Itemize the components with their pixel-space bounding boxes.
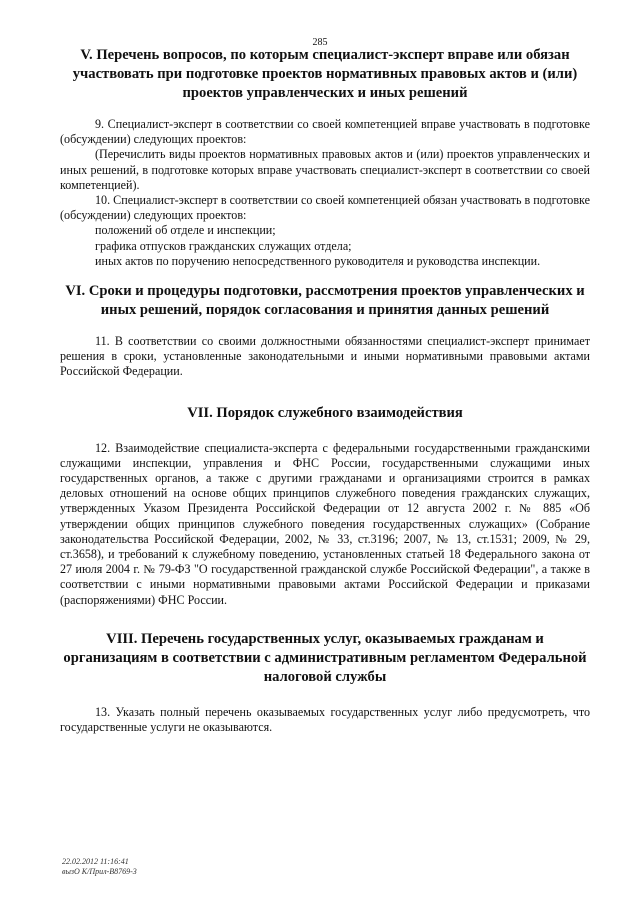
footer-file-path: вызО К/Прил-B8769-3: [62, 867, 137, 876]
section-6-title: VI. Сроки и процедуры подготовки, рассмотрения проектов управленческих и иных решений, порядок согласования и принятия данных решений: [65, 283, 585, 319]
section-8-title: VIII. Перечень государственных услуг, оказываемых гражданам и организациям в соответствии с административным регламентом Федеральной налоговой службы: [63, 630, 587, 685]
paragraph-10-item: положений об отделе и инспекции;: [95, 223, 276, 238]
section-7-title: VII. Порядок служебного взаимодействия: [187, 404, 463, 421]
paragraph-12: 12. Взаимодействие специалиста-эксперта с федеральными государственными гражданскими служащими инспекции, управления и ФНС России, государственными служащими иных государственных органов, а также с другими гражданами и организациями строится в рамках деловых отношений на основе общих принципов служебного поведения гражданских служащих, утвержденных Указом Президента Российской Федерации от 12 августа 2002 г. № 885 «Об утверждении общих принципов служебного поведения государственных служащих» (Собрание законодательства Российской Федерации, 2002, № 33, ст.3196; 2007, № 13, ст.1531; 2009, № 29, ст.3658), и требований к служебному поведению, установленных статьей 18 Федерального закона от 27 июля 2004 г. № 79-ФЗ "О государственной гражданской службе Российской Федерации", а также в соответствии с иными нормативными правовыми актами Российской Федерации и приказами (распоряжениями) ФНС России.: [60, 440, 590, 607]
paragraph-13: 13. Указать полный перечень оказываемых государственных услуг либо предусмотреть, что государственные услуги не оказываются.: [60, 704, 590, 735]
section-5-title: V. Перечень вопросов, по которым специалист-эксперт вправе или обязан участвовать при подготовке проектов нормативных правовых актов и (или) проектов управленческих и иных решений: [72, 47, 578, 101]
section-7: [60, 404, 590, 608]
print-footer: [62, 857, 137, 877]
paragraph-9-note: (Перечислить виды проектов нормативных правовых актов и (или) проектов управленческих и иных решений, в подготовке которых вправе участвовать специалист-эксперт в соответствии со своей компетенцией).: [60, 147, 590, 192]
paragraph-10: 10. Специалист-эксперт в соответствии со своей компетенцией обязан участвовать в подготовке (обсуждении) следующих проектов:: [60, 193, 590, 223]
paragraph-11: 11. В соответствии со своими должностными обязанностями специалист-эксперт принимает решения в сроки, установленные законодательными и иными нормативными правовыми актами Российской Федерации.: [60, 334, 590, 379]
paragraph-9: 9. Специалист-эксперт в соответствии со своей компетенцией вправе участвовать в подготовке (обсуждении) следующих проектов:: [60, 117, 590, 147]
document-body: [60, 46, 590, 735]
section-8: [60, 630, 590, 735]
section-6: [60, 282, 590, 380]
paragraph-10-item: графика отпусков гражданских служащих отдела;: [95, 238, 352, 253]
section-5: [60, 46, 590, 269]
page-number: 285: [312, 37, 328, 48]
paragraph-10-item: иных актов по поручению непосредственного руководителя и руководства инспекции.: [95, 253, 541, 268]
footer-timestamp: 22.02.2012 11:16:41: [62, 857, 129, 866]
